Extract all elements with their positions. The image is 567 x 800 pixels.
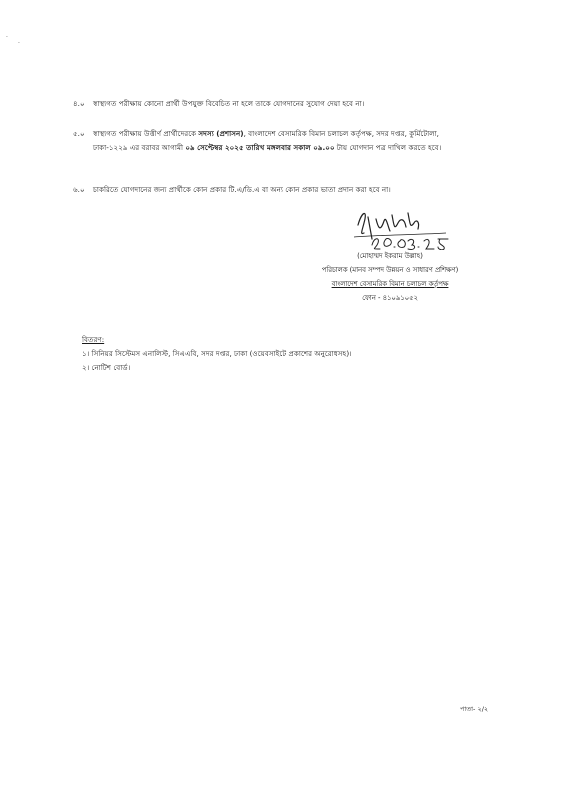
clause-5 [73,127,453,154]
handwritten-signature [350,205,460,250]
clause-text-part: টায় যোগদান পত্র দাখিল করতে হবে। [334,142,442,152]
signatory-organization: বাংলাদেশ বেসামরিক বিমান চলাচল কর্তৃপক্ষ [331,280,449,288]
distribution-list [82,333,352,375]
clause-text: স্বাস্থ্যগত পরীক্ষায় কোনো প্রার্থী উপযুক্ত বিবেচিত না হলে তাকে যোগদানের সুযোগ দেয়া হবে না। [93,99,365,108]
signatory-name: (মোহাম্মদ ইকরাম উল্লাহ) [357,252,423,260]
page-number: পাতা- ২/২ [460,705,489,713]
clause-number: ৬.০ [73,185,85,194]
clause-6 [73,183,453,197]
clause-number: ৪.০ [73,99,85,108]
signatory-phone: ফোন - ৪১০৯১০৫২ [362,294,418,302]
clause-text-part: , বাংলাদেশ বেসামরিক বিমান চলাচল কর্তৃপক্ষ, সদর দপ্তর, কুর্মিটোলা, ঢাকা-১২২৯ এর বরাবর আগামী [93,129,439,152]
clause-bold-part: সদস্য (প্রশাসন) [198,129,244,138]
signatory-designation: পরিচালক (মানব সম্পদ উন্নয়ন ও সাধারণ প্রশিক্ষণ) [321,266,459,274]
signature-block [290,249,490,305]
clause-number: ৫.০ [73,129,85,138]
clause-4 [73,97,453,111]
distribution-item: ২। নোটিশ বোর্ড। [82,363,131,372]
distribution-heading: বিতরণ: [82,335,105,344]
clause-text: চাকরিতে যোগদানের জন্য প্রার্থীকে কোন প্রকার টি.এ/ডি.এ বা অন্য কোন প্রকার ভাতা প্রদান করা হবে না। [93,185,391,194]
scan-speck: · [18,40,20,47]
distribution-item: ১। সিনিয়র সিস্টেমস এনালিস্ট, সিএএবি, সদর দপ্তর, ঢাকা (ওয়েবসাইটে প্রকাশের অনুরোধসহ)। [82,349,352,358]
joining-date: ০৯ সেপ্টেম্বর ২০২৫ তারিখ মঙ্গলবার সকাল ০৯.০০ [185,142,335,152]
clause-text-part: স্বাস্থ্যগত পরীক্ষায় উত্তীর্ণ প্রার্থীদেরকে [93,129,199,138]
scan-speck: · [6,34,8,41]
clause-text [93,127,453,154]
